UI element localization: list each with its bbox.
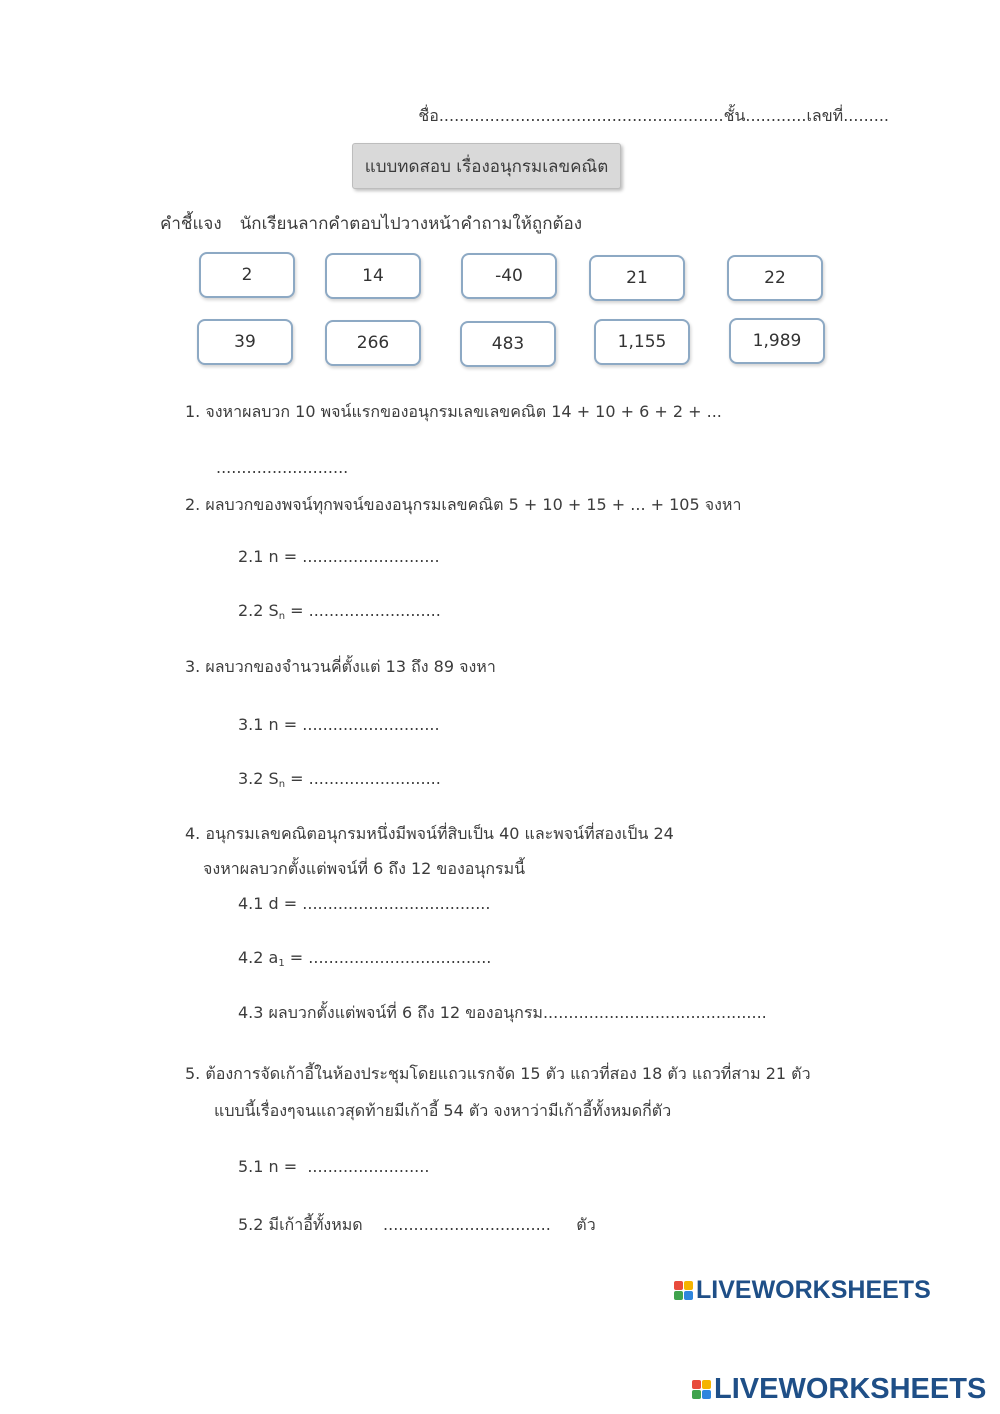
- number-blank[interactable]: .........: [843, 106, 889, 125]
- liveworksheets-mark-icon: [692, 1380, 711, 1399]
- q4-2-equals: =: [284, 948, 309, 967]
- answer-blank-q2-2[interactable]: ..........................: [308, 601, 441, 620]
- worksheet-title: แบบทดสอบ เรื่องอนุกรมเลขคณิต: [352, 143, 621, 189]
- q4-1-label: 4.1 d =: [238, 894, 298, 913]
- q5-1-label: 5.1 n =: [238, 1157, 298, 1176]
- q5-2-unit: ตัว: [576, 1215, 596, 1234]
- question-3-1: [238, 715, 440, 734]
- answer-blank-q1[interactable]: ..........................: [216, 458, 349, 477]
- instruction: [160, 210, 582, 237]
- logo-text: LIVEWORKSHEETS: [696, 1276, 931, 1304]
- answer-chip[interactable]: 266: [325, 320, 421, 366]
- question-2: 2. ผลบวกของพจน์ทุกพจน์ของอนุกรมเลขคณิต 5 + 10 + 15 + ... + 105 จงหา: [185, 495, 742, 514]
- q2-1-label: 2.1 n =: [238, 547, 298, 566]
- question-5-1: [238, 1157, 429, 1176]
- answer-blank-q5-2[interactable]: .................................: [383, 1215, 551, 1234]
- instruction-text: นักเรียนลากคำตอบไปวางหน้าคำถามให้ถูกต้อง: [239, 214, 583, 234]
- question-3: 3. ผลบวกของจำนวนคี่ตั้งแต่ 13 ถึง 89 จงหา: [185, 657, 496, 676]
- name-label: ชื่อ: [418, 106, 439, 125]
- answer-chip[interactable]: 2: [199, 252, 295, 298]
- class-label: ชั้น: [723, 106, 746, 125]
- question-4-3: [238, 1001, 767, 1026]
- q3-1-label: 3.1 n =: [238, 715, 298, 734]
- q2-2-subscript: n: [278, 611, 286, 622]
- answer-chip[interactable]: 483: [460, 321, 556, 367]
- number-label: เลขที่: [806, 106, 844, 125]
- answer-chip[interactable]: 22: [727, 255, 823, 301]
- q3-2-equals: =: [285, 769, 309, 788]
- question-5-2: [238, 1213, 596, 1238]
- liveworksheets-logo-footer: [692, 1373, 986, 1406]
- question-5-line2: แบบนี้เรื่องๆจนแถวสุดท้ายมีเก้าอี้ 54 ตัว จงหาว่ามีเก้าอี้ทั้งหมดกี่ตัว: [214, 1101, 672, 1120]
- question-4-1: [238, 894, 490, 913]
- question-2-2: [238, 601, 441, 622]
- question-5: 5. ต้องการจัดเก้าอี้ในห้องประชุมโดยแถวแรกจัด 15 ตัว แถวที่สอง 18 ตัว แถวที่สาม 21 ตัว: [185, 1064, 811, 1083]
- question-1: 1. จงหาผลบวก 10 พจน์แรกของอนุกรมเลขเลขคณิต 14 + 10 + 6 + 2 + ...: [185, 402, 722, 421]
- q3-2-label: 3.2 S: [238, 769, 279, 788]
- answer-blank-q3-1[interactable]: ...........................: [302, 715, 440, 734]
- class-blank[interactable]: ............: [745, 106, 807, 125]
- name-blank[interactable]: ........................................................: [438, 106, 724, 125]
- instruction-label: คำชี้แจง: [160, 214, 222, 234]
- liveworksheets-mark-icon: [674, 1281, 693, 1300]
- q5-2-label: 5.2 มีเก้าอี้ทั้งหมด: [238, 1215, 363, 1234]
- q4-3-label: 4.3 ผลบวกตั้งแต่พจน์ที่ 6 ถึง 12 ของอนุกรม: [238, 1003, 543, 1022]
- question-4: 4. อนุกรมเลขคณิตอนุกรมหนึ่งมีพจน์ที่สิบเป็น 40 และพจน์ที่สองเป็น 24: [185, 824, 674, 843]
- question-4-2: [238, 948, 491, 969]
- q3-2-subscript: n: [278, 779, 286, 790]
- answer-chip[interactable]: 14: [325, 253, 421, 299]
- question-2-1: [238, 547, 440, 566]
- answer-chip[interactable]: 39: [197, 319, 293, 365]
- answer-chip[interactable]: 1,989: [729, 318, 825, 364]
- answer-chip[interactable]: 1,155: [594, 319, 690, 365]
- answer-blank-q4-1[interactable]: .....................................: [302, 894, 491, 913]
- question-4-line2: จงหาผลบวกตั้งแต่พจน์ที่ 6 ถึง 12 ของอนุกรมนี้: [203, 859, 526, 878]
- logo-text: LIVEWORKSHEETS: [714, 1373, 987, 1405]
- liveworksheets-logo: [674, 1276, 931, 1305]
- q4-2-label: 4.2 a: [238, 948, 279, 967]
- answer-blank-q3-2[interactable]: ..........................: [308, 769, 441, 788]
- answer-chip[interactable]: -40: [461, 253, 557, 299]
- student-info-line: [418, 104, 889, 129]
- answer-blank-q4-3[interactable]: ............................................: [542, 1003, 767, 1022]
- answer-chip[interactable]: 21: [589, 255, 685, 301]
- q2-2-label: 2.2 S: [238, 601, 279, 620]
- answer-blank-q4-2[interactable]: ....................................: [308, 948, 492, 967]
- answer-blank-q5-1[interactable]: ........................: [307, 1157, 430, 1176]
- answer-blank-q2-1[interactable]: ...........................: [302, 547, 440, 566]
- q4-2-subscript: 1: [278, 958, 285, 969]
- q2-2-equals: =: [285, 601, 309, 620]
- question-3-2: [238, 769, 441, 790]
